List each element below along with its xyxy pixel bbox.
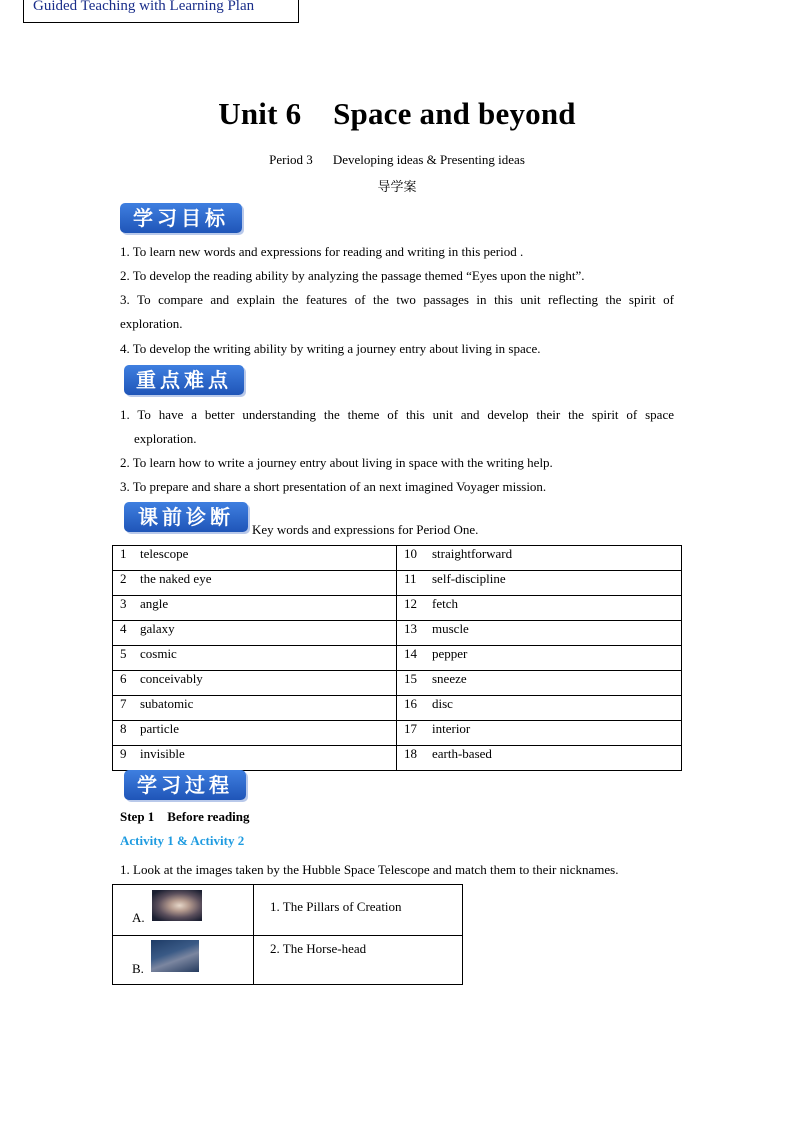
period-topic: Developing ideas & Presenting ideas bbox=[332, 152, 525, 167]
doc-type: 导学案 bbox=[377, 179, 417, 194]
vocab-number: 9 bbox=[120, 746, 127, 761]
vocab-cell bbox=[397, 646, 682, 671]
vocab-cell bbox=[397, 746, 682, 771]
vocab-cell bbox=[113, 596, 397, 621]
vocab-word: the naked eye bbox=[140, 571, 212, 586]
vocab-number: 4 bbox=[120, 621, 127, 636]
period-label: Period 3 bbox=[269, 152, 313, 167]
vocab-cell bbox=[397, 571, 682, 596]
vocab-word: telescope bbox=[140, 546, 189, 561]
vocab-word: muscle bbox=[432, 621, 469, 636]
vocab-number: 7 bbox=[120, 696, 127, 711]
page-title: Unit 6 Space and beyond bbox=[218, 96, 576, 131]
vocab-row bbox=[113, 696, 682, 721]
key-point-1: 1. To have a better understanding the theme of this unit and develop their the spirit of space bbox=[120, 407, 674, 422]
vocab-number: 6 bbox=[120, 671, 127, 686]
vocab-cell bbox=[113, 746, 397, 771]
vocab-cell bbox=[397, 671, 682, 696]
vocab-number: 15 bbox=[404, 671, 417, 686]
vocab-word: pepper bbox=[432, 646, 468, 661]
vocab-table bbox=[112, 545, 682, 771]
process-badge: 学习过程 bbox=[124, 770, 246, 800]
vocab-cell bbox=[397, 621, 682, 646]
vocab-number: 2 bbox=[120, 571, 127, 586]
objective-2: 2. To develop the reading ability by analyzing the passage themed “Eyes upon the night”. bbox=[120, 268, 585, 283]
key-point-2: 2. To learn how to write a journey entry about living in space with the writing help. bbox=[120, 455, 553, 470]
vocab-word: galaxy bbox=[140, 621, 175, 636]
match-row bbox=[113, 936, 463, 985]
vocab-cell bbox=[113, 571, 397, 596]
pillars-image bbox=[151, 940, 199, 972]
vocab-cell bbox=[397, 546, 682, 571]
vocab-word: cosmic bbox=[140, 646, 177, 661]
activity-heading: Activity 1 & Activity 2 bbox=[120, 833, 245, 848]
vocab-row bbox=[113, 671, 682, 696]
key-point-3: 3. To prepare and share a short presentation of an next imagined Voyager mission. bbox=[120, 479, 547, 494]
vocab-word: conceivably bbox=[140, 671, 203, 686]
vocab-word: sneeze bbox=[432, 671, 467, 686]
vocab-cell bbox=[113, 546, 397, 571]
vocab-caption: Key words and expressions for Period One. bbox=[252, 522, 479, 537]
vocab-number: 18 bbox=[404, 746, 417, 761]
match-table bbox=[112, 884, 463, 985]
vocab-number: 5 bbox=[120, 646, 127, 661]
vocab-row bbox=[113, 596, 682, 621]
vocab-row bbox=[113, 746, 682, 771]
objective-1: 1. To learn new words and expressions for reading and writing in this period . bbox=[120, 244, 524, 259]
vocab-word: straightforward bbox=[432, 546, 513, 561]
vocab-number: 8 bbox=[120, 721, 127, 736]
vocab-cell bbox=[113, 646, 397, 671]
objective-4: 4. To develop the writing ability by writing a journey entry about living in space. bbox=[120, 341, 541, 356]
vocab-word: interior bbox=[432, 721, 471, 736]
vocab-cell bbox=[113, 621, 397, 646]
vocab-word: particle bbox=[140, 721, 179, 736]
step-heading: Step 1 Before reading bbox=[120, 809, 250, 824]
vocab-word: self-discipline bbox=[432, 571, 506, 586]
vocab-number: 1 bbox=[120, 546, 127, 561]
nickname-cell: 2. The Horse-head bbox=[254, 936, 463, 985]
nickname-cell: 1. The Pillars of Creation bbox=[254, 885, 463, 936]
vocab-number: 3 bbox=[120, 596, 127, 611]
vocab-number: 16 bbox=[404, 696, 417, 711]
vocab-row bbox=[113, 571, 682, 596]
vocab-word: invisible bbox=[140, 746, 185, 761]
vocab-cell bbox=[113, 696, 397, 721]
vocab-cell bbox=[397, 596, 682, 621]
vocab-word: disc bbox=[432, 696, 453, 711]
objective-3: 3. To compare and explain the features of the two passages in this unit reflecting the spirit of bbox=[120, 292, 674, 307]
match-instruction: 1. Look at the images taken by the Hubble Space Telescope and match them to their nicknames. bbox=[120, 862, 619, 877]
key-points-badge: 重点难点 bbox=[124, 365, 244, 395]
vocab-cell bbox=[397, 696, 682, 721]
pre-diagnosis-badge: 课前诊断 bbox=[124, 502, 248, 532]
key-point-1-cont: exploration. bbox=[134, 431, 197, 446]
vocab-word: angle bbox=[140, 596, 169, 611]
vocab-number: 14 bbox=[404, 646, 417, 661]
subtitle bbox=[0, 152, 794, 168]
vocab-row bbox=[113, 546, 682, 571]
option-letter: B. bbox=[132, 961, 144, 976]
objective-3-cont: exploration. bbox=[120, 316, 183, 331]
vocab-row bbox=[113, 646, 682, 671]
match-row bbox=[113, 885, 463, 936]
vocab-cell bbox=[113, 721, 397, 746]
vocab-row bbox=[113, 721, 682, 746]
vocab-word: fetch bbox=[432, 596, 458, 611]
vocab-word: earth-based bbox=[432, 746, 492, 761]
header-label: Guided Teaching with Learning Plan bbox=[23, 0, 299, 23]
objectives-badge: 学习目标 bbox=[120, 203, 242, 233]
vocab-cell bbox=[397, 721, 682, 746]
vocab-cell bbox=[113, 671, 397, 696]
vocab-number: 12 bbox=[404, 596, 417, 611]
option-letter: A. bbox=[132, 910, 145, 925]
vocab-word: subatomic bbox=[140, 696, 194, 711]
vocab-number: 17 bbox=[404, 721, 417, 736]
nebula-image bbox=[152, 890, 202, 921]
vocab-number: 13 bbox=[404, 621, 417, 636]
vocab-number: 10 bbox=[404, 546, 417, 561]
vocab-number: 11 bbox=[404, 571, 417, 586]
vocab-row bbox=[113, 621, 682, 646]
